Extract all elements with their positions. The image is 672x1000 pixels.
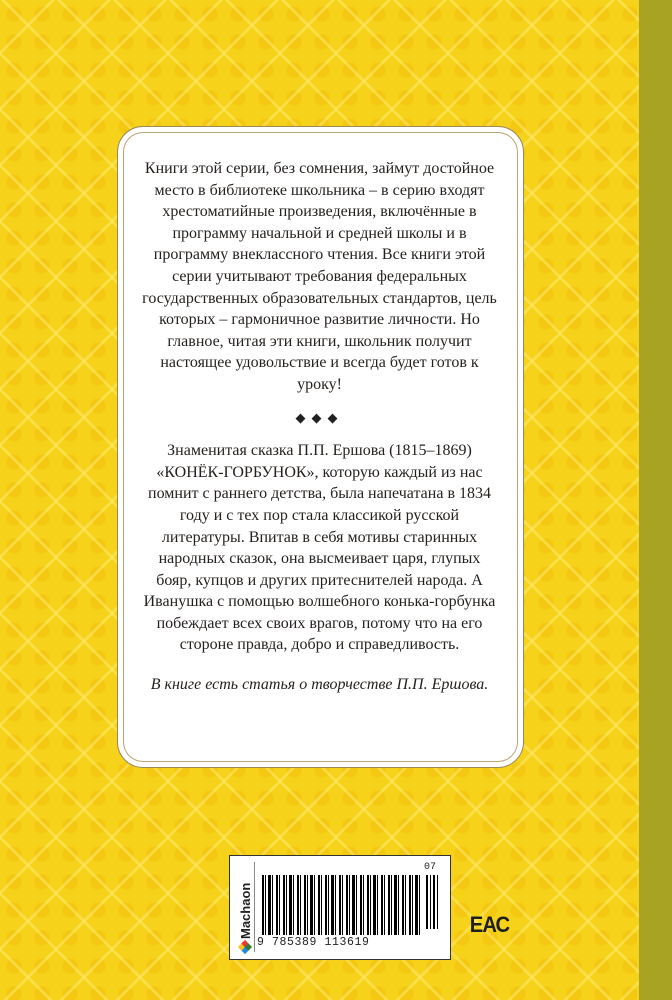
addon-barcode xyxy=(426,875,440,929)
publisher-name: Machaon xyxy=(237,882,253,939)
book-spine xyxy=(639,0,672,1000)
addon-code: 07 xyxy=(424,862,437,873)
book-description: Знаменитая сказка П.П. Ершова (1815–1869) «КОНЁК-ГОРБУНОК», которую каждый из нас помнит с раннего детства, была напечатана в 1834 году и с тех пор стала классикой русской литературы. Впитав в себя мотивы старинных народных сказок, она высмеивает царя, глупых бояр, купцов и других притеснителей народа. А Иванушка с помощью волшебного конька-горбунка побеждает всех своих врагов, потому что на его стороне правда, добро и справедливость. xyxy=(143,442,496,654)
article-note: В книге есть статья о творчестве П.П. Ершова. xyxy=(150,676,489,694)
isbn-barcode xyxy=(262,875,422,935)
isbn-digits: 9 785389 113619 xyxy=(257,936,370,949)
annotation-text xyxy=(142,140,497,696)
series-description: Книги этой серии, без сомнения, займут достойное место в библиотеке школьника – в серию входят хрестоматийные произведения, включённые в программу начальной и средней школы и в программу внеклассного чтения. Все книги этой серии учитывают требования федеральных государственных образовательных стандартов, цель которых – гармоничное развитие личности. Но главное, читая эти книги, школьник получит настоящее удовольствие и всегда будет готов к уроку! xyxy=(142,160,497,393)
eac-mark: ЕАС xyxy=(469,912,510,937)
separator-ornament: ◆◆◆ xyxy=(295,409,344,425)
machaon-logo-icon xyxy=(238,940,252,954)
publisher-logo xyxy=(236,862,254,952)
